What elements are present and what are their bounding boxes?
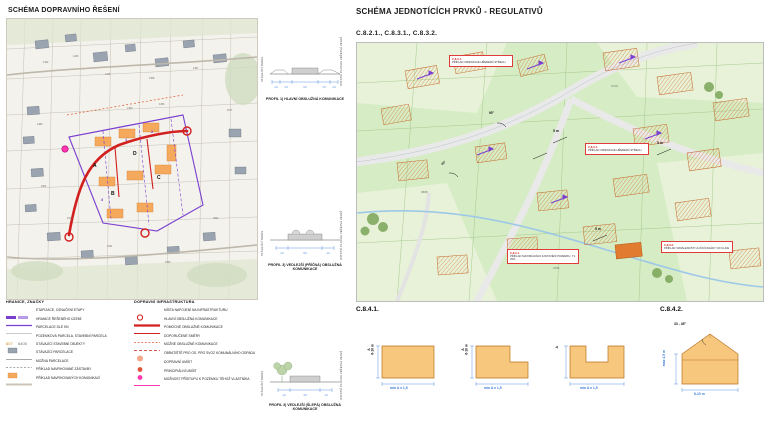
roof-height-label: max 4,5 m (662, 350, 666, 367)
profile-2-side-right: OSTATNÍ PLOCHA VEŘEJNÁ ZELEŇ (340, 210, 343, 260)
owner-access-icon (134, 376, 160, 383)
legend-item (6, 341, 124, 349)
legend-label: DOPORUČENÉ SMĚRY (164, 333, 201, 338)
main-service-road-icon (134, 316, 160, 323)
svg-text:607: 607 (6, 340, 13, 346)
svg-text:1,5: 1,5 (322, 86, 326, 89)
legend-item (6, 349, 124, 357)
svg-text:6405: 6405 (18, 340, 27, 346)
callout-id: C.8.3.2. (664, 242, 674, 247)
variant-1-vlabel: A 6-10 m (367, 344, 375, 355)
legend-label: PŘÍKLAD NAVRHOVANÉ ZÁSTAVBY (36, 367, 92, 372)
legend-item (134, 367, 258, 375)
svg-text:1432: 1432 (43, 61, 49, 64)
svg-text:A: A (93, 163, 97, 169)
legend-item (134, 332, 258, 340)
legend-label: MÍSTA NAPOJENÍ NA INFRASTRUKTURU (164, 308, 228, 313)
regulation-scheme-map[interactable] (356, 42, 764, 302)
callout-id: C.8.2.1. (510, 250, 520, 255)
svg-text:3: 3 (101, 197, 104, 202)
profile-3-caption: PROFIL 3) VEDLEJŠÍ (ŠLEPÁ) OBSLUŽNÁ KOMUNIKACE (268, 403, 341, 412)
turning-area-icon (134, 350, 160, 357)
legend-item (134, 315, 258, 323)
svg-text:1,0: 1,0 (274, 86, 278, 89)
legend-label: MOŽNOST PŘÍSTUPU K POZEMKU TÉHOŽ VLASTNÍKA (164, 377, 250, 382)
dim-label-3: 5 m (595, 227, 601, 231)
legend-item (134, 359, 258, 367)
svg-text:1545: 1545 (165, 261, 171, 264)
legend-item (6, 366, 124, 374)
svg-text:1,0: 1,0 (280, 252, 284, 255)
legend-label: STÁVAJÍCÍ PARCELACE (36, 350, 74, 355)
legend-item (134, 349, 258, 359)
roof-section-drawing (668, 328, 754, 400)
possible-parcellation-icon (6, 358, 32, 365)
variant-2-hlabel: min A x 1,5 (484, 386, 502, 390)
auxiliary-service-road-icon (134, 324, 160, 331)
legend-label: DOPRAVNÍ UMÍST (164, 360, 193, 365)
profile-3-side-left: STÁVAJÍCÍ TERÉN (261, 370, 264, 396)
existing-parcellation-icon (6, 350, 32, 357)
existing-buildings-icon (6, 341, 32, 348)
callout-id: C.8.3.1. (588, 144, 598, 149)
callout-text: PŘÍKLAD VZDÁLENOSTI ULIČNÍ FASÁDY OD ULICE (664, 246, 730, 250)
traffic-scheme-map[interactable] (6, 18, 258, 300)
svg-text:1433: 1433 (73, 55, 79, 58)
legend-item (6, 357, 124, 365)
variant-3-vlabel: A (555, 346, 559, 349)
callout-facade-distance[interactable] (661, 241, 733, 253)
legend-item (6, 307, 124, 315)
svg-text:2: 2 (151, 129, 154, 134)
roof-section-diagram (662, 322, 754, 405)
svg-text:1,0: 1,0 (326, 252, 330, 255)
profile-2 (262, 210, 348, 272)
svg-text:6,0: 6,0 (303, 86, 307, 89)
map-legend (6, 300, 256, 426)
callout-text: PŘÍKLAD ORIENTACE HŘEBENŮ STŘECH (588, 148, 642, 152)
profile-2-side-left: STÁVAJÍCÍ TERÉN (261, 230, 264, 256)
svg-text:B: B (111, 191, 115, 197)
legend-column-traffic (134, 300, 258, 384)
callout-ridge-orientation-1[interactable] (449, 55, 513, 67)
legend-label: POZEMKOVÁ PARCELA, STAVEBNÍ PARCELA (36, 333, 107, 338)
footprint-variant-1 (367, 338, 450, 395)
callout-max-coverage[interactable] (507, 249, 579, 264)
principal-placement-icon (134, 368, 160, 375)
profile-3 (262, 350, 348, 412)
roof-angle-label: 33 - 45° (674, 322, 686, 326)
svg-text:4,5: 4,5 (303, 394, 307, 397)
legend-item (6, 315, 124, 323)
svg-text:D: D (133, 151, 137, 157)
profile-1-caption: PROFIL 1) HLAVNÍ OBSLUŽNÁ KOMUNIKACE (265, 97, 345, 101)
legend-label: POMOCNÉ OBSLUŽNÉ KOMUNIKACE (164, 325, 223, 330)
legend-label: HRANICE ŘEŠENÉHO ÚZEMÍ (36, 316, 82, 321)
footprint-variant-2 (461, 338, 544, 395)
recommended-direction-icon (134, 333, 160, 340)
profile-1-side-left: STÁVAJÍCÍ TERÉN (261, 56, 264, 82)
svg-text:1,0: 1,0 (282, 394, 286, 397)
svg-text:3701: 3701 (553, 266, 560, 270)
section-label-c841: C.8.4.1. (356, 306, 379, 313)
svg-text:1,0: 1,0 (332, 86, 336, 89)
svg-text:1489: 1489 (37, 123, 43, 126)
variant-1-hlabel: min A x 1,5 (390, 386, 408, 390)
page-title-left: SCHÉMA DOPRAVNÍHO ŘEŠENÍ (8, 7, 120, 14)
legend-item (134, 307, 258, 315)
callout-ridge-orientation-2[interactable] (585, 143, 649, 155)
angle-label-2: 45° (440, 159, 447, 167)
footprint-variant-3 (555, 338, 640, 395)
callout-id: C.8.3.1. (452, 56, 462, 61)
profile-1-side-right: OSTATNÍ PLOCHA VEŘEJNÁ ZELEŇ (340, 36, 343, 86)
svg-text:5,5: 5,5 (303, 252, 307, 255)
legend-label: MOŽNÉ OBSLUŽNÉ KOMUNIKACE (164, 342, 218, 347)
cadastre-parcel-icon (6, 324, 32, 331)
svg-text:1577: 1577 (227, 109, 233, 112)
infrastructure-connection-icon (134, 308, 160, 315)
svg-text:1531: 1531 (107, 245, 113, 248)
callout-text: PŘÍKLAD MAXIMÁLNÍHO ZASTAVĚNÍ POZEMKU, T.J. 25% (510, 254, 577, 262)
legend-item (134, 376, 258, 384)
traffic-map-svg (7, 19, 257, 299)
svg-text:1445: 1445 (105, 73, 111, 76)
svg-text:C: C (157, 175, 161, 181)
variant-2-vlabel: A 6-10 m (461, 344, 469, 355)
svg-text:1518: 1518 (67, 217, 73, 220)
legend-col2-heading: DOPRAVNÍ INFRASTRUKTURA (134, 300, 195, 304)
dim-label-1: 5 m (553, 129, 559, 133)
footprint-variant-3-drawing (560, 338, 640, 390)
angle-label-1: 90° (489, 111, 494, 115)
legend-label: ETAPIZACE, OZNAČENÍ ETAPY (36, 308, 85, 313)
variant-3-hlabel: min A x 1,5 (580, 386, 598, 390)
legend-label: OBRATIŠTĚ PRO OS. PRO SVOZ KOMUNÁLNÍHO ODPADU (164, 351, 256, 356)
legend-item (134, 341, 258, 349)
callout-text: PŘÍKLAD ORIENTACE HŘEBENŮ STŘECH (452, 60, 506, 64)
legend-col1-heading: HRANICE, ZNAČKY (6, 300, 45, 304)
legend-item (6, 324, 124, 332)
legend-label: HLAVNÍ OBSLUŽNÁ KOMUNIKACE (164, 316, 218, 321)
svg-text:3695: 3695 (421, 190, 428, 194)
traffic-placement-icon (134, 360, 160, 367)
land-building-parcel-icon (6, 333, 32, 346)
legend-item (6, 374, 124, 382)
footprint-variant-2-drawing (466, 338, 544, 390)
legend-label: STÁVAJÍCÍ STAVEBNÍ OBJEKTY (36, 342, 86, 347)
footprint-variant-1-drawing (372, 338, 450, 390)
page-title-right: SCHÉMA JEDNOTÍCÍCH PRVKŮ - REGULATIVŮ (356, 7, 543, 16)
possible-service-road-icon (134, 341, 160, 348)
proposed-roads-icon (6, 375, 32, 382)
legend-label: PRINCIPIÁLNÍ UMÍST (164, 368, 197, 373)
legend-item (134, 324, 258, 332)
area-boundary-icon (6, 316, 32, 323)
roof-width-label: 6-10 m (694, 392, 705, 396)
profile-3-drawing (262, 350, 348, 402)
svg-text:1,0: 1,0 (324, 394, 328, 397)
profile-1-drawing (262, 30, 348, 96)
legend-label: PARCELACE DLE KN (36, 325, 69, 330)
section-label-c842: C.8.4.2. (660, 306, 683, 313)
svg-text:1,5: 1,5 (284, 86, 288, 89)
profile-2-caption: PROFIL 3) VEDLEJŠÍ (PŘÍČNÁ) OBSLUŽNÁ KOMUNIKACE (268, 263, 342, 272)
svg-text:1467: 1467 (193, 67, 199, 70)
road-profiles-column (262, 20, 348, 425)
svg-text:1458: 1458 (149, 77, 155, 80)
profile-1 (262, 30, 348, 101)
dim-label-2: 5 m (657, 141, 663, 145)
svg-text:3710: 3710 (611, 84, 618, 88)
svg-text:1456: 1456 (159, 103, 165, 106)
legend-label: MOŽNÁ PARCELACE (36, 358, 69, 363)
profile-3-side-right: OSTATNÍ PLOCHA VEŘEJNÁ ZELEŇ (340, 350, 343, 400)
legend-label: PŘÍKLAD NAVRHOVANÝCH KOMUNIKACÍ (36, 375, 101, 380)
svg-text:1502: 1502 (41, 185, 47, 188)
profile-2-drawing (262, 210, 348, 262)
page-subtitle-right: C.8.2.1., C.8.3.1., C.8.3.2. (356, 30, 438, 37)
legend-column-boundaries (6, 300, 124, 383)
svg-text:1450: 1450 (127, 107, 133, 110)
svg-text:1: 1 (125, 137, 128, 142)
proposed-development-icon (6, 366, 32, 373)
svg-text:1562: 1562 (213, 217, 219, 220)
etape-symbol-icon (6, 308, 32, 315)
